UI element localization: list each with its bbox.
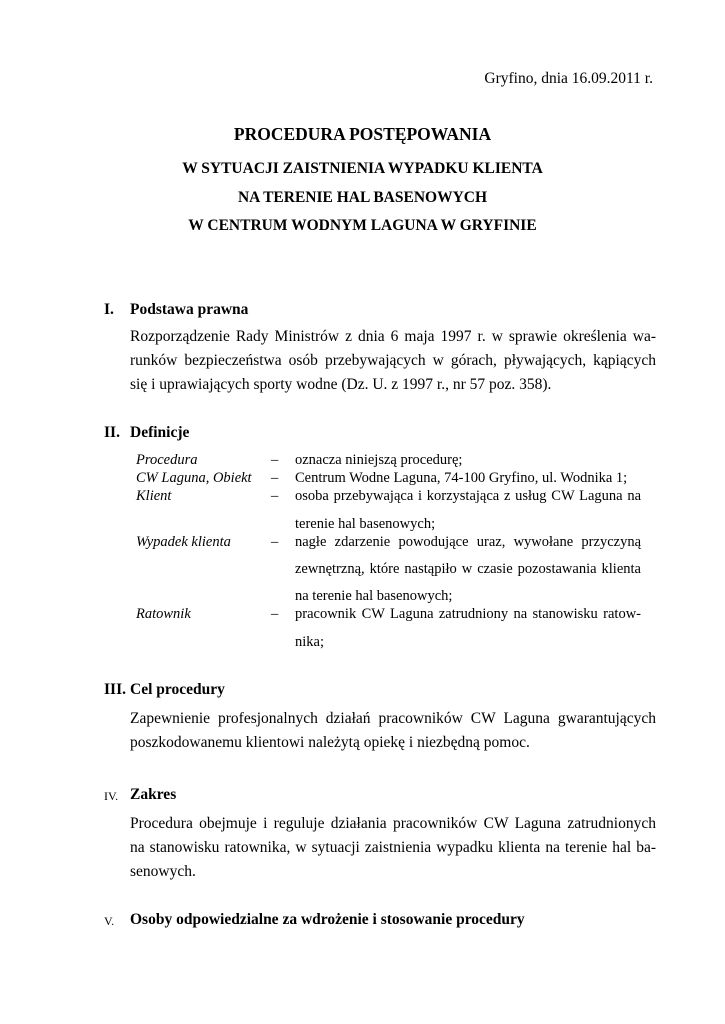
definition-term-cw-laguna: CW Laguna, Obiekt [136, 470, 252, 486]
section-1-line-2: runków bezpieczeństwa osób przebywających w górach, pływających, kąpiących [130, 352, 656, 369]
definition-text-wypadek-line-1: nagłe zdarzenie powodujące uraz, wywołane przyczyną [295, 534, 641, 550]
section-1-title: Podstawa prawna [130, 301, 249, 318]
section-5-number: V. [104, 914, 115, 928]
definition-text-klient-line-2: terenie hal basenowych; [295, 516, 436, 532]
section-4-line-3: senowych. [130, 863, 196, 880]
definition-text-ratownik-line-2: nika; [295, 634, 324, 650]
document-subtitle-line-2: NA TERENIE HAL BASENOWYCH [237, 189, 488, 206]
section-1-line-1: Rozporządzenie Rady Ministrów z dnia 6 maja 1997 r. w sprawie określenia wa- [130, 328, 656, 345]
section-3-title: Cel procedury [130, 681, 225, 698]
section-3-line-1: Zapewnienie profesjonalnych działań pracowników CW Laguna gwarantujących [130, 710, 656, 727]
definition-term-procedura: Procedura [136, 452, 198, 468]
definition-dash: – [271, 534, 279, 550]
definition-term-wypadek-klienta: Wypadek klienta [136, 534, 231, 550]
section-1-line-3: się i uprawiających sporty wodne (Dz. U. z 1997 r., nr 57 poz. 358). [130, 376, 552, 393]
definition-dash: – [271, 470, 279, 486]
section-2-title: Definicje [130, 424, 190, 441]
section-4-number: IV. [104, 789, 119, 803]
section-5-title: Osoby odpowiedzialne za wdrożenie i stosowanie procedury [130, 911, 525, 928]
definition-dash: – [271, 452, 279, 468]
definition-dash: – [271, 606, 279, 622]
section-3-number: III. [104, 681, 126, 698]
definition-dash: – [271, 488, 279, 504]
document-subtitle-line-3: W CENTRUM WODNYM LAGUNA W GRYFINIE [188, 217, 537, 234]
section-1-number: I. [104, 301, 114, 318]
section-4-line-1: Procedura obejmuje i reguluje działania pracowników CW Laguna zatrudnionych [130, 815, 656, 832]
section-2-number: II. [104, 424, 120, 441]
definition-text-ratownik-line-1: pracownik CW Laguna zatrudniony na stanowisku ratow- [295, 606, 641, 622]
section-3-line-2: poszkodowanemu klientowi należytą opiekę i niezbędną pomoc. [130, 734, 530, 751]
document-date: Gryfino, dnia 16.09.2011 r. [484, 70, 653, 87]
definition-text-klient-line-1: osoba przebywająca i korzystająca z usług CW Laguna na [295, 488, 641, 504]
section-4-line-2: na stanowisku ratownika, w sytuacji zaistnienia wypadku klienta na terenie hal ba- [130, 839, 656, 856]
definition-term-ratownik: Ratownik [136, 606, 191, 622]
section-4-title: Zakres [130, 786, 177, 803]
definition-text-wypadek-line-2: zewnętrzną, które nastąpiło w czasie pozostawania klienta [295, 561, 641, 577]
definition-term-klient: Klient [136, 488, 172, 504]
document-subtitle-line-1: W SYTUACJI ZAISTNIENIA WYPADKU KLIENTA [182, 160, 543, 177]
definition-text-cw-laguna: Centrum Wodne Laguna, 74-100 Gryfino, ul. Wodnika 1; [295, 470, 628, 486]
definition-text-procedura: oznacza niniejszą procedurę; [295, 452, 463, 468]
document-title: PROCEDURA POSTĘPOWANIA [233, 124, 492, 144]
definition-text-wypadek-line-3: na terenie hal basenowych; [295, 588, 453, 604]
